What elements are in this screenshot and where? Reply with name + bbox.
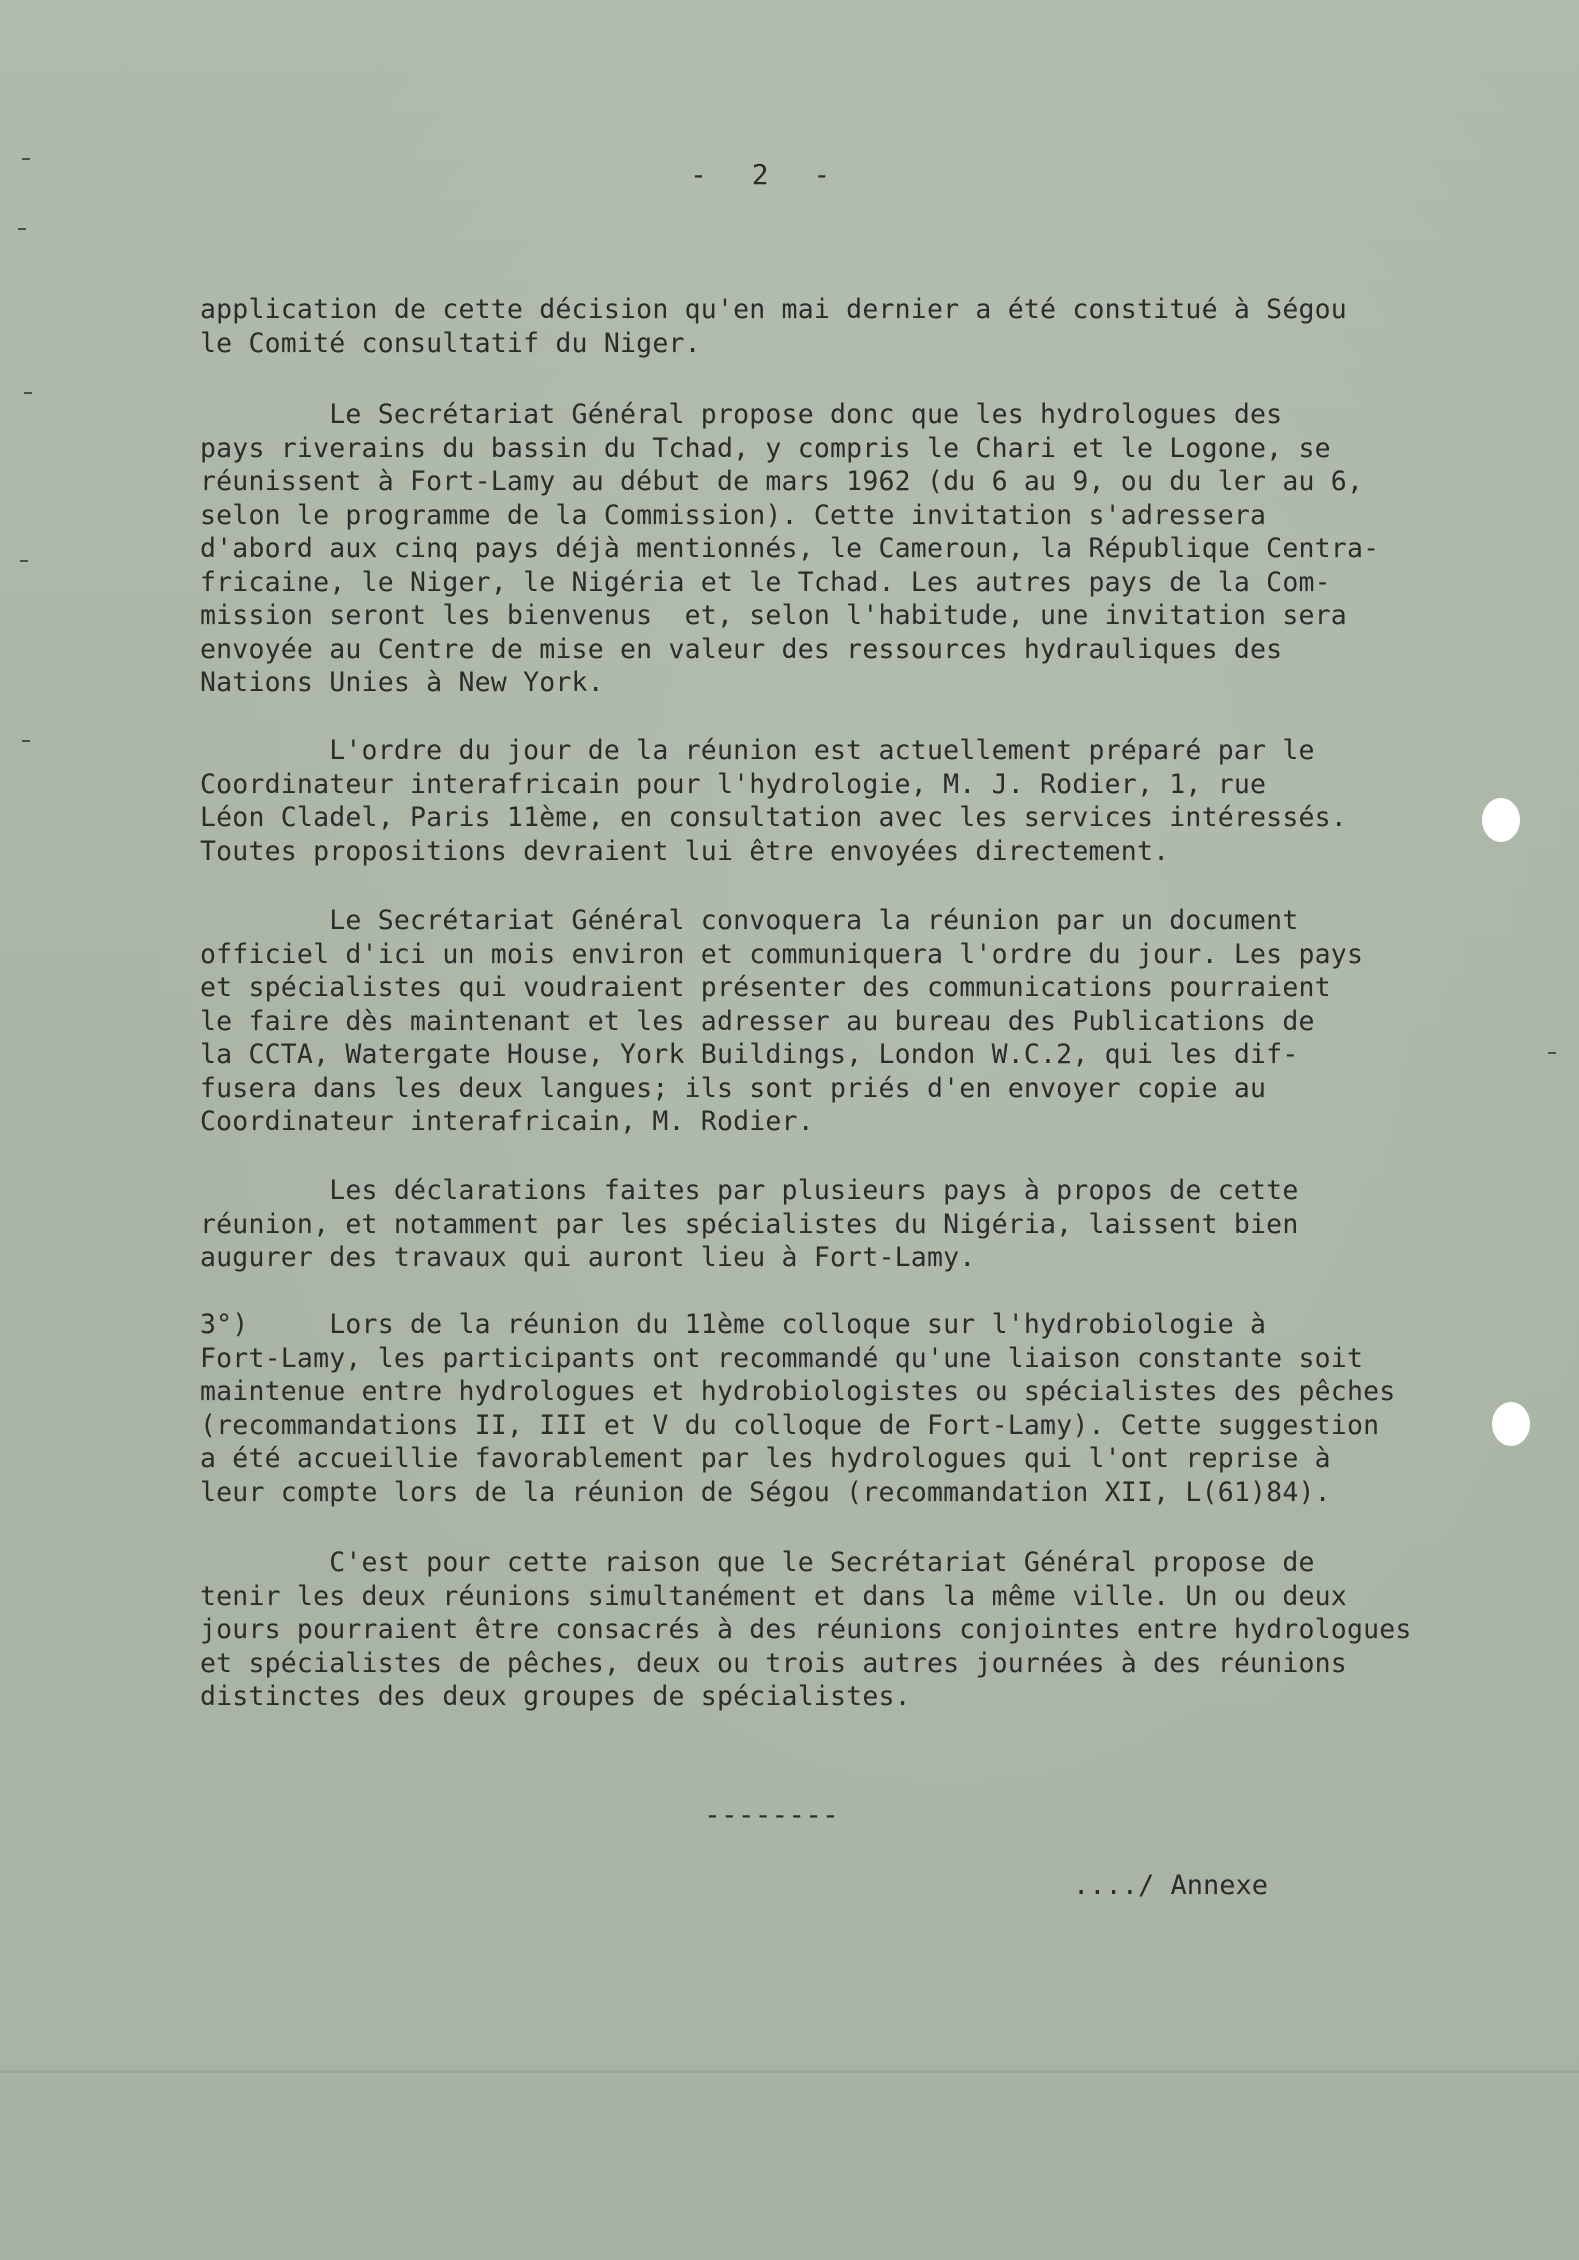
paragraph-convocation: Le Secrétariat Général convoquera la réunion par un document officiel d'ici un mois environ et communiquera l'ordre du jour. Les pays et spécialistes qui voudraient présenter des communications pourraient le faire dès maintenant et les adresser au bureau des Publications de la CCTA, Watergate House, York Buildings, London W.C.2, qui les dif- fusera dans les deux langues; ils sont priés d'en envoyer copie au Coordinateur interafricain, M. Rodier. [200,905,1364,1137]
paragraph-agenda: L'ordre du jour de la réunion est actuellement préparé par le Coordinateur interafricain pour l'hydrologie, M. J. Rodier, 1, rue Léon Cladel, Paris 11ème, en consultation avec les services intéressés. Toutes propositions devraient lui être envoyées directement. [200,735,1347,867]
edge-mark [22,158,30,160]
annex-reference: ..../ Annexe [1073,1870,1269,1901]
paragraph-continuation: application de cette décision qu'en mai dernier a été constitué à Ségou le Comité consultatif du Niger. [200,294,1347,359]
separator-line: -------- [704,1798,839,1831]
edge-mark [24,392,32,394]
paragraph-declarations: Les déclarations faites par plusieurs pays à propos de cette réunion, et notamment par les spécialistes du Nigéria, laissent bien augurer des travaux qui auront lieu à Fort-Lamy. [200,1175,1299,1273]
page-number: - 2 - [690,158,845,191]
paragraph-meeting-proposal: Le Secrétariat Général propose donc que les hydrologues des pays riverains du bassin du Tchad, y compris le Chari et le Logone, se réunissent à Fort-Lamy au début de mars 1962 (du 6 au 9, ou du ler au 6, selon le programme de la Commission). Cette invitation s'adressera d'abord aux cinq pays déjà mentionnés, le Cameroun, la République Centra- fricaine, le Niger, le Nigéria et le Tchad. Les autres pays de la Com- mission seront les bienvenus et, selon l'habitude, une invitation sera envoyée au Centre de mise en valeur des ressources hydrauliques des Nations Unies à New York. [200,399,1380,698]
edge-mark [18,228,26,230]
edge-mark [20,560,28,562]
paragraph-joint-meetings: C'est pour cette raison que le Secrétariat Général propose de tenir les deux réunions simultanément et dans la même ville. Un ou deux jours pourraient être consacrés à des réunions conjointes entre hydrologues et spécialistes de pêches, deux ou trois autres journées à des réunions distinctes des deux groupes de spécialistes. [200,1547,1412,1712]
paper-fold [0,2070,1579,2073]
edge-mark [22,740,30,742]
paragraph-point-3: 3°) Lors de la réunion du 11ème colloque sur l'hydrobiologie à Fort-Lamy, les participants ont recommandé qu'une liaison constante soit maintenue entre hydrologues et hydrobiologistes ou spécialistes des pêches (recommandations II, III et V du colloque de Fort-Lamy). Cette suggestion a été accueillie favorablement par les hydrologues qui l'ont reprise à leur compte lors de la réunion de Ségou (recommandation XII, L(61)84). [200,1309,1396,1508]
edge-mark [1548,1052,1556,1054]
